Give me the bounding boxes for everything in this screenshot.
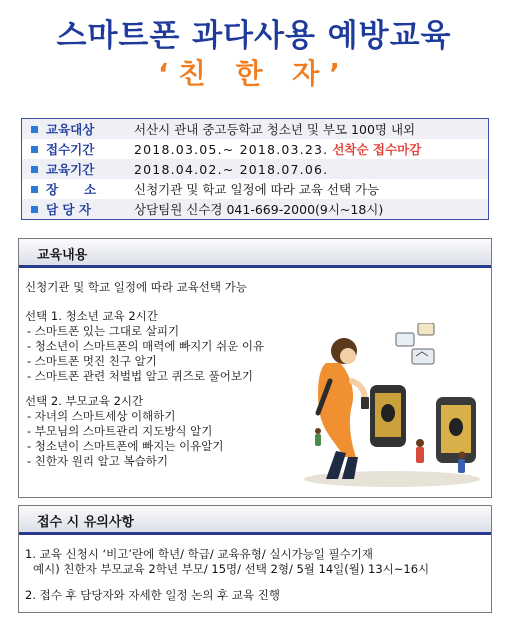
option1-item: - 스마트폰 있는 그대로 살피기 [27,324,180,338]
info-value: 서산시 관내 중고등학교 청소년 및 부모 100명 내외 [134,122,416,137]
info-value: 2018.03.05.~ 2018.03.23. [134,141,329,157]
option1-item: - 청소년이 스마트폰의 매력에 빠지기 쉬운 이유 [27,339,265,353]
info-label: 교육대상 [46,122,95,137]
info-row-period [22,159,488,179]
smartphone-user-illustration [300,323,482,488]
notes-line: 1. 교육 신청시 ‘비고’란에 학년/ 학급/ 교육유형/ 실시가능일 필수기재 [25,547,373,561]
info-label: 교육기간 [46,162,95,177]
info-row-application [22,139,488,159]
option2-item: - 친한자 원리 알고 복습하기 [27,454,168,468]
info-label: 담 당 자 [46,202,91,217]
content-header [19,239,491,268]
option2-item: - 청소년이 스마트폰에 빠지는 이유알기 [27,439,224,453]
notes-heading: 접수 시 유의사항 [37,515,134,530]
info-value: 2018.04.02.~ 2018.07.06. [134,161,329,177]
info-row-place [22,179,488,199]
notes-header [19,506,491,535]
info-value: 신청기관 및 학교 일정에 따라 교육 선택 가능 [134,182,380,197]
option1-item: - 스마트폰 관련 처벌법 알고 퀴즈로 풀어보기 [27,369,254,383]
person-icon [318,338,369,479]
info-label: 장 소 [46,182,97,197]
option1-item: - 스마트폰 멋진 친구 알기 [27,354,157,368]
large-phone-icon [436,397,476,463]
info-accent: 선착순 접수마감 [332,142,422,157]
square-bullet-icon [31,126,38,133]
option2-item: - 자녀의 스마트세상 이해하기 [27,409,176,423]
notes-line: 2. 접수 후 담당자와 자세한 일정 논의 후 교육 진행 [25,588,280,602]
square-bullet-icon [31,186,38,193]
option1-title: 선택 1. 청소년 교육 2시간 [25,309,158,323]
chat-bubble-icon [396,323,434,364]
info-row-contact [22,199,488,219]
info-value: 상담팀원 신수경 041-669-2000(9시~18시) [134,202,384,217]
content-heading: 교육내용 [37,248,88,263]
content-intro: 신청기관 및 학교 일정에 따라 교육선택 가능 [25,280,247,294]
notes-line: 예시) 친한자 부모교육 2학년 부모/ 15명/ 선택 2형/ 5월 14일(월) 13시~16시 [33,562,430,576]
notes-box [18,505,492,613]
page-subtitle: ‘친 한 자’ [158,57,350,90]
info-box [21,118,489,220]
square-bullet-icon [31,146,38,153]
option2-title: 선택 2. 부모교육 2시간 [25,394,144,408]
info-row-target [22,119,488,139]
info-label: 접수기간 [46,142,95,157]
page-title: 스마트폰 과다사용 예방교육 [56,18,452,54]
large-phone-icon [370,385,406,447]
square-bullet-icon [31,166,38,173]
option2-item: - 부모님의 스마트관리 지도방식 알기 [27,424,213,438]
square-bullet-icon [31,206,38,213]
